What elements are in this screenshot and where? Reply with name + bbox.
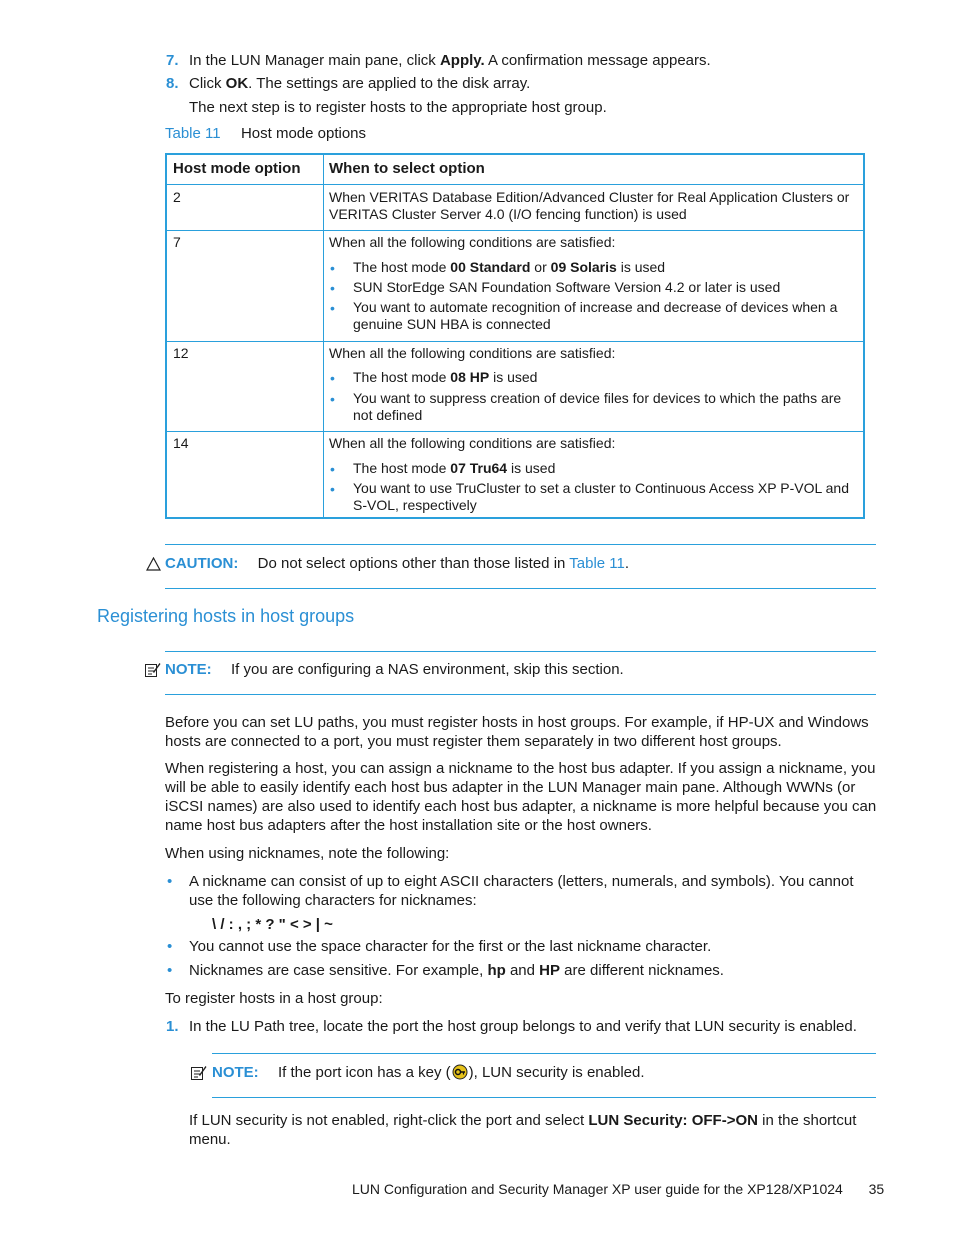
- paragraph: Before you can set LU paths, you must register hosts in host groups. For example, if HP-UX and Windows hosts are connected to a port, you must register them separately in two different host groups.: [165, 714, 869, 750]
- step-number: 8.: [166, 75, 179, 92]
- table-caption-text: Host mode options: [240, 125, 367, 142]
- apply-label: Apply.: [439, 52, 485, 69]
- forbidden-characters: \ / : , ; * ? " < > | ~: [212, 916, 333, 933]
- table-cell-option: 2: [173, 189, 181, 205]
- footer: [352, 1180, 884, 1199]
- footer-title: LUN Configuration and Security Manager XP user guide for the XP128/XP1024: [352, 1181, 843, 1197]
- step-text: Click: [189, 75, 226, 92]
- table-caption-label: Table 11: [165, 125, 221, 142]
- ok-label: OK: [225, 75, 249, 92]
- table-cell-text: When VERITAS Database Edition/Advanced Cluster for Real Application Clusters or VERITAS Cluster Server 4.0 (I/O fencing function) is used: [329, 189, 850, 222]
- table-cell-intro: When all the following conditions are satisfied:: [329, 234, 616, 250]
- table-cell-intro: When all the following conditions are satisfied:: [329, 435, 616, 451]
- note-icon: [190, 1064, 207, 1081]
- table-cell-option: 14: [173, 435, 189, 451]
- note-text: ), LUN security is enabled.: [468, 1064, 645, 1081]
- table-cell-option: 12: [173, 345, 189, 361]
- table-caption: [165, 124, 366, 143]
- table-header-option: Host mode option: [173, 160, 301, 177]
- caution-label: CAUTION:: [165, 555, 239, 572]
- bullet-icon: •: [330, 260, 335, 276]
- note-label: NOTE:: [165, 661, 212, 678]
- step-text: . The settings are applied to the disk array.: [248, 75, 531, 92]
- section-heading: Registering hosts in host groups: [97, 606, 355, 626]
- table-bullet: You want to use TruCluster to set a cluster to Continuous Access XP P-VOL and S-VOL, respectively: [353, 480, 849, 513]
- bullet-icon: •: [330, 300, 335, 316]
- step-text: A confirmation message appears.: [484, 52, 711, 69]
- step-number: 7.: [166, 52, 179, 69]
- table-bullet: The host mode 08 HP is used: [353, 369, 538, 385]
- step-text: In the LUN Manager main pane, click: [189, 52, 440, 69]
- note-box: [212, 1063, 645, 1082]
- bullet-icon: •: [167, 938, 173, 955]
- caution-end: .: [624, 555, 630, 572]
- note-icon: [144, 661, 161, 678]
- table-cell-option: 7: [173, 234, 181, 250]
- note-box: [165, 660, 624, 679]
- paragraph: To register hosts in a host group:: [165, 990, 383, 1007]
- bullet-icon: •: [330, 370, 335, 386]
- next-step-text: The next step is to register hosts to the appropriate host group.: [189, 99, 607, 116]
- table-bullet: SUN StorEdge SAN Foundation Software Version 4.2 or later is used: [353, 279, 781, 295]
- bullet-icon: •: [167, 962, 173, 979]
- caution-box: [165, 554, 629, 573]
- note-text: If the port icon has a key (: [278, 1064, 451, 1081]
- host-mode-table: [165, 153, 865, 519]
- step-text: In the LU Path tree, locate the port the host group belongs to and verify that LUN security is enabled.: [189, 1018, 857, 1035]
- bullet-icon: •: [330, 461, 335, 477]
- note-label: NOTE:: [212, 1064, 259, 1081]
- paragraph: If LUN security is not enabled, right-click the port and select LUN Security: OFF->ON in the shortcut menu.: [189, 1112, 857, 1148]
- table-bullet: The host mode 07 Tru64 is used: [353, 460, 556, 476]
- paragraph: When using nicknames, note the following:: [165, 845, 450, 862]
- paragraph: When registering a host, you can assign a nickname to the host bus adapter. If you assign a nickname, you will be able to easily identify each host bus adapter in the LUN Manager main pane. Although WWNs (or iSCSI names) are also used to identify each host bus adapter, a nickname is more helpful because you can name host bus adapters after the host installation site or the host owners.: [165, 760, 877, 834]
- bullet-icon: •: [330, 280, 335, 296]
- table-bullet: You want to suppress creation of device files for devices to which the paths are not defined: [353, 390, 842, 423]
- bullet-icon: •: [330, 391, 335, 407]
- lun-security-menu-label: LUN Security: OFF->ON: [588, 1112, 758, 1129]
- list-item: A nickname can consist of up to eight ASCII characters (letters, numerals, and symbols). You cannot use the following characters for nicknames:: [189, 873, 854, 909]
- port-key-icon: [451, 1064, 469, 1080]
- bullet-icon: •: [330, 481, 335, 497]
- table-bullet: The host mode 00 Standard or 09 Solaris is used: [353, 259, 666, 275]
- list-item: You cannot use the space character for the first or the last nickname character.: [189, 938, 712, 955]
- table-header-when: When to select option: [329, 160, 485, 177]
- page-number: 35: [868, 1181, 885, 1197]
- caution-text: Do not select options other than those listed in: [257, 555, 570, 572]
- caution-icon: [146, 557, 161, 571]
- bullet-icon: •: [167, 873, 173, 890]
- list-item: Nicknames are case sensitive. For example, hp and HP are different nicknames.: [189, 962, 724, 979]
- table-11-link[interactable]: Table 11: [569, 555, 625, 572]
- note-text: If you are configuring a NAS environment, skip this section.: [231, 661, 624, 678]
- step-number: 1.: [166, 1018, 179, 1035]
- table-bullet: You want to automate recognition of increase and decrease of devices when a genuine SUN HBA is connected: [353, 299, 838, 332]
- table-cell-intro: When all the following conditions are satisfied:: [329, 345, 616, 361]
